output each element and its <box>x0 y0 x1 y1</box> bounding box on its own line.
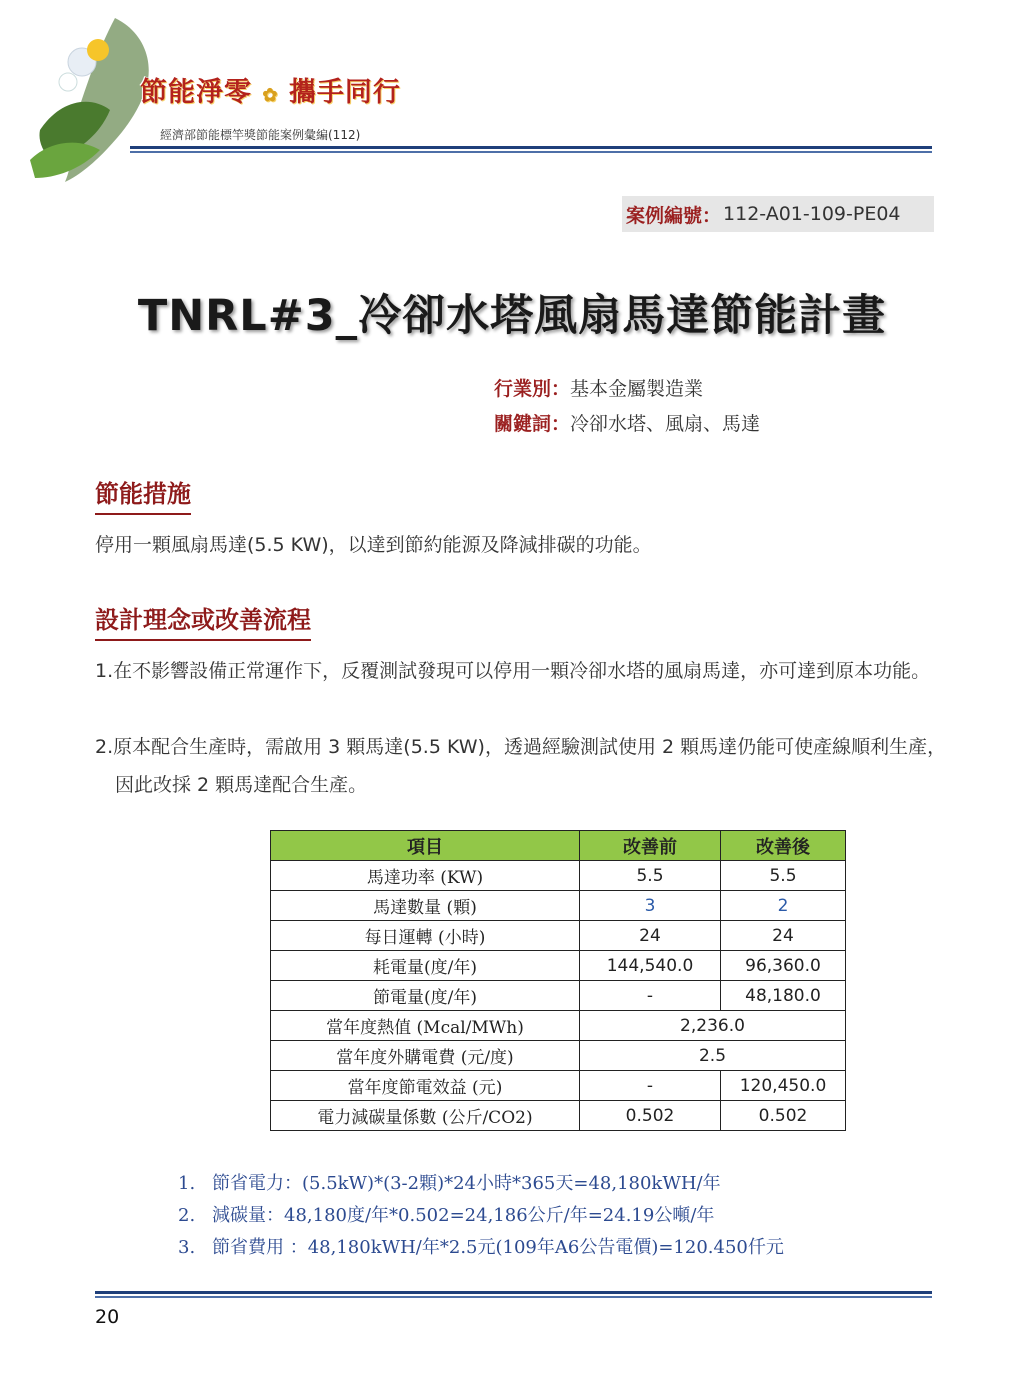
footer-divider <box>95 1291 932 1301</box>
row-item: 每日運轉 (小時) <box>271 921 580 951</box>
row-merged-value: 2,236.0 <box>580 1011 846 1041</box>
row-before: 144,540.0 <box>580 951 721 981</box>
case-number <box>622 196 934 232</box>
row-item: 電力減碳量係數 (公斤/CO2) <box>271 1101 580 1131</box>
design-item-1: 1.在不影響設備正常運作下，反覆測試發現可以停用一顆冷卻水塔的風扇馬達，亦可達到原本功能。 <box>95 660 931 682</box>
header-divider <box>130 146 932 154</box>
header-slogan <box>140 70 401 109</box>
row-after: 24 <box>721 921 846 951</box>
row-merged-value: 2.5 <box>580 1041 846 1071</box>
table-row <box>271 921 846 951</box>
row-item: 節電量(度/年) <box>271 981 580 1011</box>
row-after: 2 <box>721 891 846 921</box>
row-before: 0.502 <box>580 1101 721 1131</box>
row-before: 5.5 <box>580 861 721 891</box>
header-before: 改善前 <box>580 831 721 861</box>
table-row <box>271 981 846 1011</box>
slogan-left: 節能淨零 <box>140 77 252 108</box>
flower-icon: ✿ <box>262 85 279 106</box>
section-heading-design: 設計理念或改善流程 <box>95 600 311 641</box>
industry-value: 基本金屬製造業 <box>570 378 704 400</box>
row-after: 5.5 <box>721 861 846 891</box>
header-after: 改善後 <box>721 831 846 861</box>
keywords-label: 關鍵詞： <box>494 413 571 435</box>
row-item: 當年度熱值 (Mcal/MWh) <box>271 1011 580 1041</box>
row-item: 馬達功率 (KW) <box>271 861 580 891</box>
note-item: 2. 減碳量：48,180度/年*0.502=24,186公斤/年=24.19公噸/年 <box>178 1205 715 1226</box>
industry-label: 行業別： <box>494 378 571 400</box>
keywords-value: 冷卻水塔、風扇、馬達 <box>570 413 761 435</box>
calculation-notes <box>178 1168 784 1264</box>
row-item: 耗電量(度/年) <box>271 951 580 981</box>
industry-line <box>494 374 703 401</box>
case-number-value: 112-A01-109-PE04 <box>723 203 901 225</box>
comparison-table <box>270 830 846 1131</box>
row-after: 96,360.0 <box>721 951 846 981</box>
design-item-2: 2.原本配合生產時，需啟用 3 顆馬達(5.5 KW)，透過經驗測試使用 2 顆馬達仍能可使產線順利生產，因此改採 2 顆馬達配合生產。 <box>95 736 947 796</box>
header-subtitle: 經濟部節能標竿獎節能案例彙編(112) <box>160 128 361 142</box>
case-number-label: 案例編號： <box>626 204 722 227</box>
row-after: 0.502 <box>721 1101 846 1131</box>
table-row <box>271 861 846 891</box>
row-item: 當年度節電效益 (元) <box>271 1071 580 1101</box>
table-row <box>271 1041 846 1071</box>
table-row <box>271 951 846 981</box>
row-before: 24 <box>580 921 721 951</box>
table-header-row <box>271 831 846 861</box>
slogan-right: 攜手同行 <box>288 77 401 108</box>
row-item: 馬達數量 (顆) <box>271 891 580 921</box>
table-row <box>271 891 846 921</box>
page-title: TNRL#3_冷卻水塔風扇馬達節能計畫 <box>137 291 887 341</box>
note-item: 1. 節省電力：(5.5kW)*(3-2顆)*24小時*365天=48,180kWH/年 <box>178 1173 721 1194</box>
page-number: 20 <box>95 1306 120 1328</box>
section-heading-measures: 節能措施 <box>95 474 191 515</box>
table-row <box>271 1071 846 1101</box>
row-before: 3 <box>580 891 721 921</box>
note-item: 3. 節省費用 ：48,180kWH/年*2.5元(109年A6公告電價)=120.450仟元 <box>178 1237 784 1258</box>
measures-text: 停用一顆風扇馬達(5.5 KW)，以達到節約能源及降減排碳的功能。 <box>95 534 652 556</box>
keywords-line <box>494 409 760 436</box>
row-after: 48,180.0 <box>721 981 846 1011</box>
row-after: 120,450.0 <box>721 1071 846 1101</box>
table-row <box>271 1101 846 1131</box>
row-before: - <box>580 1071 721 1101</box>
row-before: - <box>580 981 721 1011</box>
table-row <box>271 1011 846 1041</box>
row-item: 當年度外購電費 (元/度) <box>271 1041 580 1071</box>
header-item: 項目 <box>271 831 580 861</box>
